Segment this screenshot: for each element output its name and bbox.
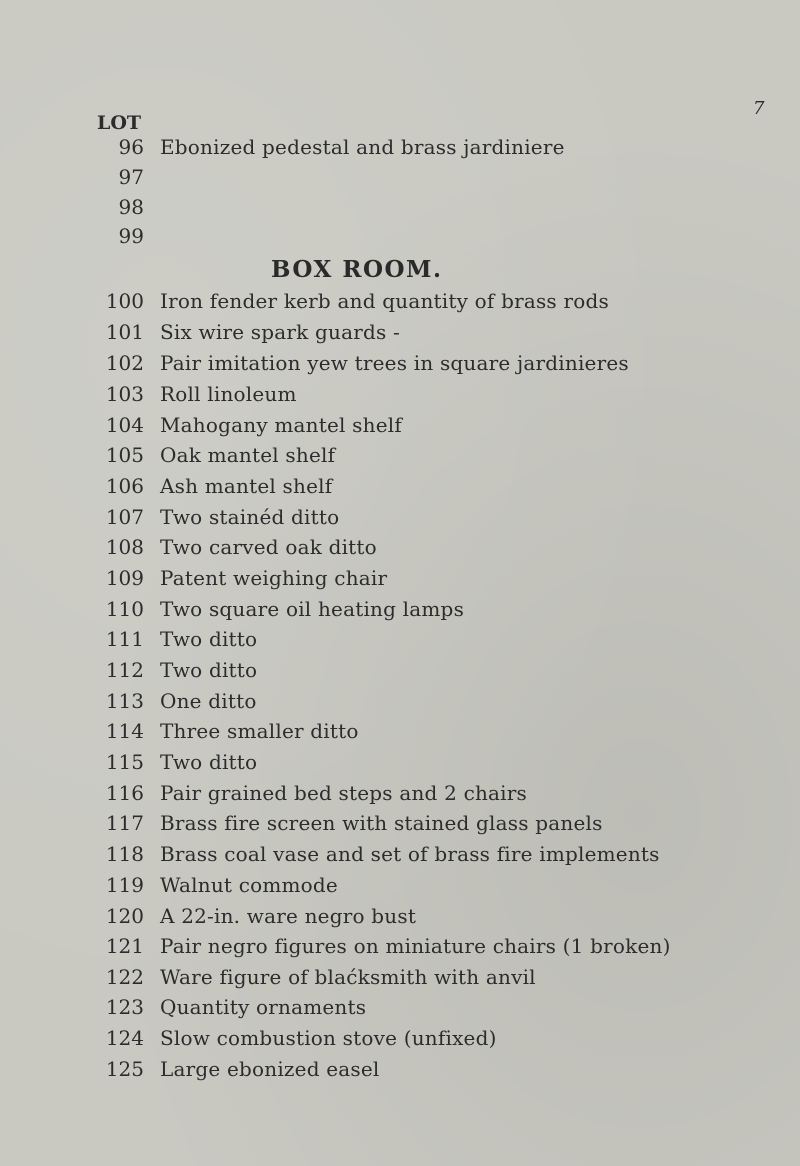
lot-description: Quantity ornaments (160, 995, 367, 1019)
lot-number: 118 (105, 842, 144, 866)
lot-number: 108 (105, 535, 144, 559)
lot-number: 99 (118, 224, 144, 248)
lot-row (0, 564, 800, 592)
lot-description: Slow combustion stove (unfixed) (160, 1026, 497, 1050)
lot-description: Large ebonized easel (160, 1057, 380, 1081)
lot-number: 112 (105, 658, 144, 682)
lot-row (0, 748, 800, 776)
lot-description: Two ditto (160, 750, 258, 774)
lot-row (0, 595, 800, 623)
lot-description: Patent weighing chair (160, 566, 388, 590)
lot-number: 101 (105, 320, 144, 344)
lot-row (0, 472, 800, 500)
lot-row (0, 222, 800, 250)
lot-row (0, 163, 800, 191)
section-heading: BOX ROOM. (271, 256, 443, 283)
lot-row (0, 871, 800, 899)
lot-description: Two stainéd ditto (160, 505, 340, 529)
lot-row (0, 902, 800, 930)
lot-description: Three smaller ditto (160, 719, 359, 743)
lot-description: One ditto (160, 689, 257, 713)
lot-description: Iron fender kerb and quantity of brass rods (160, 289, 609, 313)
lot-number: 109 (105, 566, 144, 590)
lot-number: 116 (105, 781, 144, 805)
lot-row (0, 963, 800, 991)
lot-number: 117 (105, 811, 144, 835)
lot-row (0, 349, 800, 377)
lot-number: 104 (105, 413, 144, 437)
lot-row (0, 1024, 800, 1052)
lot-number: 113 (105, 689, 144, 713)
lot-number: 103 (105, 382, 144, 406)
lot-number: 120 (105, 904, 144, 928)
lot-row (0, 625, 800, 653)
lot-description: Mahogany mantel shelf (160, 413, 402, 437)
lot-row (0, 441, 800, 469)
lot-description: Pair imitation yew trees in square jardinieres (160, 351, 629, 375)
lot-description: Six wire spark guards - (160, 320, 400, 344)
lot-number: 123 (105, 995, 144, 1019)
lot-description: Pair grained bed steps and 2 chairs (160, 781, 527, 805)
lot-description: Ash mantel shelf (160, 474, 333, 498)
lot-number: 102 (105, 351, 144, 375)
lot-number: 119 (105, 873, 144, 897)
lot-row (0, 809, 800, 837)
lot-row (0, 656, 800, 684)
lot-description: A 22-in. ware negro bust (160, 904, 417, 928)
lot-number: 97 (118, 165, 144, 189)
lot-row (0, 779, 800, 807)
lot-number: 110 (105, 597, 144, 621)
lot-row (0, 287, 800, 315)
lot-column-header: LOT (97, 112, 142, 134)
lot-number: 98 (118, 195, 144, 219)
lot-row (0, 687, 800, 715)
lot-number: 115 (105, 750, 144, 774)
lot-number: 125 (105, 1057, 144, 1081)
lot-description: Brass fire screen with stained glass panels (160, 811, 603, 835)
lot-row (0, 533, 800, 561)
lot-number: 106 (105, 474, 144, 498)
lot-number: 122 (105, 965, 144, 989)
lot-description: Two ditto (160, 658, 258, 682)
lot-description: Ware figure of blaćksmith with anvil (160, 965, 536, 989)
lot-description: Pair negro figures on miniature chairs (1 broken) (160, 934, 671, 958)
lot-description: Brass coal vase and set of brass fire implements (160, 842, 660, 866)
lot-description: Two square oil heating lamps (160, 597, 465, 621)
lot-row (0, 993, 800, 1021)
lot-description: Two ditto (160, 627, 258, 651)
lot-number: 96 (118, 135, 144, 159)
lot-row (0, 1055, 800, 1083)
lot-row (0, 840, 800, 868)
lot-number: 107 (105, 505, 144, 529)
lot-row (0, 932, 800, 960)
lot-description: Walnut commode (160, 873, 338, 897)
lot-number: 121 (105, 934, 144, 958)
lot-description: Two carved oak ditto (160, 535, 377, 559)
lot-description: Roll linoleum (160, 382, 297, 406)
page-number: 7 (753, 98, 765, 119)
lot-description: Ebonized pedestal and brass jardiniere (160, 135, 565, 159)
lot-number: 111 (105, 627, 144, 651)
lot-number: 114 (105, 719, 144, 743)
lot-row (0, 133, 800, 161)
lot-row (0, 411, 800, 439)
lot-number: 124 (105, 1026, 144, 1050)
lot-number: 100 (105, 289, 144, 313)
lot-row (0, 717, 800, 745)
lot-row (0, 503, 800, 531)
lot-row (0, 193, 800, 221)
lot-row (0, 318, 800, 346)
lot-description: Oak mantel shelf (160, 443, 336, 467)
lot-number: 105 (105, 443, 144, 467)
lot-row (0, 380, 800, 408)
